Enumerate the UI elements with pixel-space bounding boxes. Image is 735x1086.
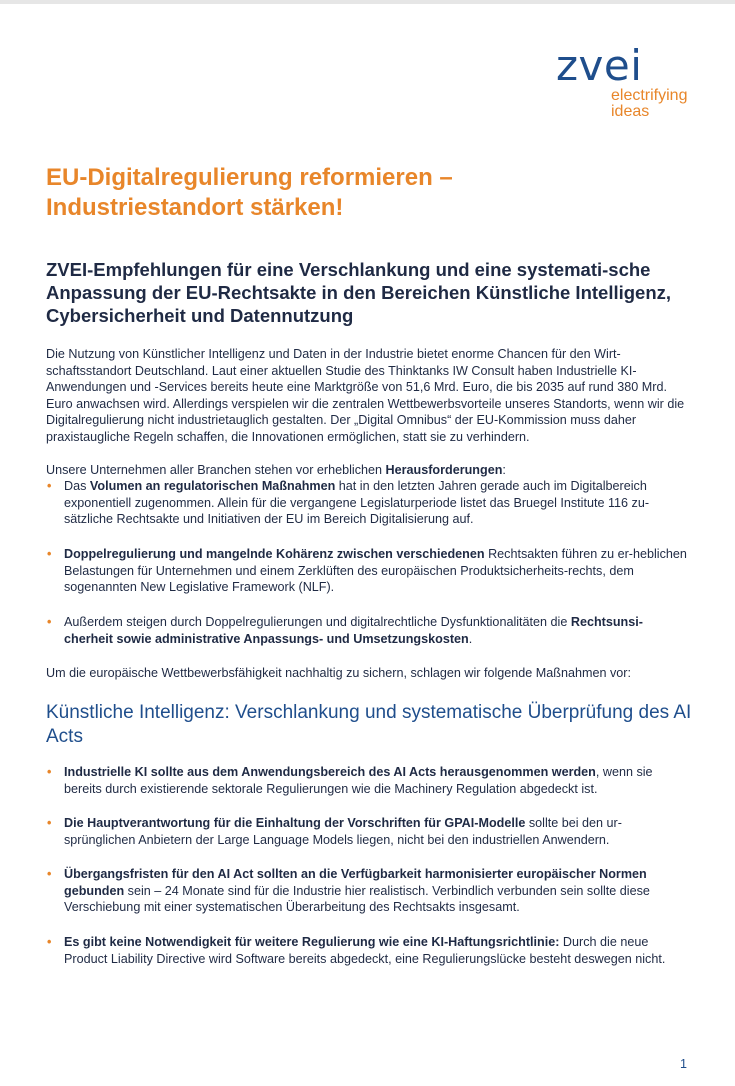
- bullet-icon: •: [47, 479, 52, 493]
- ai-recommendation-bold: Die Hauptverantwortung für die Einhaltung der Vorschriften für GPAI-Modelle: [64, 816, 526, 830]
- challenge-text: Das: [64, 479, 90, 493]
- ai-list-3: [46, 866, 691, 916]
- challenge-text-rest: .: [468, 631, 473, 646]
- zvei-logo: [556, 41, 716, 120]
- ai-recommendation-item: [46, 934, 691, 967]
- challenges-intro-bold: Herausforderungen: [385, 463, 503, 477]
- ai-recommendation-text: Durch die neue Product Liability Directive wird Software bereits abgedeckt, eine Regulierungslücke besteht deswegen nicht.: [64, 935, 666, 966]
- challenge-text: Außerdem steigen durch Doppelregulierungen und digitalrechtliche Dysfunktionalitäten die: [64, 615, 571, 629]
- challenge-bold: Volumen an regulatorischen Maßnahmen: [89, 479, 336, 493]
- document-title: [46, 163, 686, 223]
- challenge-bold: Rechtsunsi-cherheit sowie administrative Anpassungs- und Umsetzungskosten: [64, 615, 643, 646]
- logo-tagline-line-1: electrifying: [611, 87, 688, 104]
- challenge-item: [46, 614, 691, 647]
- challenges-intro: [46, 462, 691, 479]
- ai-list-4: [46, 934, 691, 967]
- ai-recommendation-text: sein – 24 Monate sind für die Industrie hier realistisch. Verbindlich verbunden sein sollte diese Verschiebung mit einer systematischen Überarbeitung des Rechtsakts insgesamt.: [64, 883, 650, 914]
- challenges-intro-end: :: [502, 463, 506, 477]
- bullet-icon: •: [47, 867, 52, 881]
- ai-recommendation-bold: Industrielle KI sollte aus dem Anwendungsbereich des AI Acts herausgenommen werden: [64, 765, 596, 779]
- ai-recommendation-bold: Es gibt keine Notwendigkeit für weitere Regulierung wie eine KI-Haftungsrichtlinie:: [64, 935, 560, 949]
- transition-paragraph: Um die europäische Wettbewerbsfähigkeit nachhaltig zu sichern, schlagen wir folgende Maßnahmen vor:: [46, 666, 631, 680]
- ai-recommendation-text: sollte bei den ur-sprünglichen Anbietern der Large Language Models liegen, nicht bei den industriellen Anwendern.: [64, 816, 622, 847]
- ai-list-2: [46, 815, 691, 848]
- ai-recommendation-item: [46, 866, 691, 916]
- ai-recommendation-item: [46, 815, 691, 848]
- challenge-text-rest: Rechtsakten führen zu er-heblichen Belastungen für Unternehmen und einem Zerklüften des europäischen Produktsicherheits-rechts, dem sogenannten New Legislative Framework (NLF).: [64, 547, 687, 594]
- challenge-item: [46, 478, 691, 528]
- logo-tagline-line-2: ideas: [611, 103, 650, 120]
- logo-wordmark: zvei: [556, 41, 643, 90]
- challenge-bold: Doppelregulierung und mangelnde Kohärenz zwischen verschiedenen: [64, 547, 485, 561]
- bullet-icon: •: [47, 765, 52, 779]
- challenge-item: [46, 546, 691, 596]
- ai-list-1: [46, 764, 691, 797]
- title-line-2: Industriestandort stärken!: [46, 194, 344, 221]
- challenge-text-rest: hat in den letzten Jahren gerade auch im Digitalbereich exponentiell zugenommen. Allein für die vergangene Legislaturperiode listet das Bruegel Institute 116 zu-sätzliche Rechtsakte und Initiativen der EU im Bereich Digitalisierung auf.: [64, 479, 650, 526]
- page-number: 1: [680, 1057, 688, 1071]
- ai-recommendation-bold: Übergangsfristen für den AI Act sollten an die Verfügbarkeit harmonisierter europäischer Normen gebunden: [64, 867, 647, 898]
- intro-paragraph: Die Nutzung von Künstlicher Intelligenz und Daten in der Industrie bietet enorme Chancen für den Wirt-schaftsstandort Deutschland. Laut einer aktuellen Studie des Thinktanks IW Consult haben Industrielle KI-Anwendungen und -Services bereits heute eine Marktgröße von 51,6 Mrd. Euro, die bis 2035 auf rund 380 Mrd. Euro anwachsen wird. Allerdings verspielen wir die zentralen Wettbewerbsvorteile unseres Standorts, wenn wir die Digitalregulierung nicht industrietauglich gestalten. Der „Digital Omnibus“ der EU-Kommission muss daher praxistaugliche Regeln schaffen, die Innovationen ermöglichen, statt sie zu verhindern.: [46, 347, 685, 444]
- ai-recommendation-item: [46, 764, 691, 797]
- challenges-list-3: [46, 614, 691, 647]
- bullet-icon: •: [47, 547, 52, 561]
- ai-section-heading: Künstliche Intelligenz: Verschlankung und systematische Überprüfung des AI Acts: [46, 702, 692, 747]
- ai-recommendation-text: , wenn sie bereits durch existierende sektorale Regulierungen wie die Machinery Regulation abgedeckt ist.: [64, 765, 653, 796]
- challenges-intro-text: Unsere Unternehmen aller Branchen stehen vor erheblichen: [46, 463, 386, 477]
- document-subtitle: ZVEI-Empfehlungen für eine Verschlankung und eine systemati-sche Anpassung der EU-Rechtsakte in den Bereichen Künstliche Intelligenz, Cybersicherheit und Datennutzung: [46, 259, 672, 326]
- top-edge-bar: [0, 0, 735, 4]
- bullet-icon: •: [47, 615, 52, 629]
- challenges-list-1: [46, 478, 691, 528]
- bullet-icon: •: [47, 816, 52, 830]
- challenges-list-2: [46, 546, 691, 596]
- bullet-icon: •: [47, 935, 52, 949]
- title-line-1: EU-Digitalregulierung reformieren –: [46, 164, 453, 191]
